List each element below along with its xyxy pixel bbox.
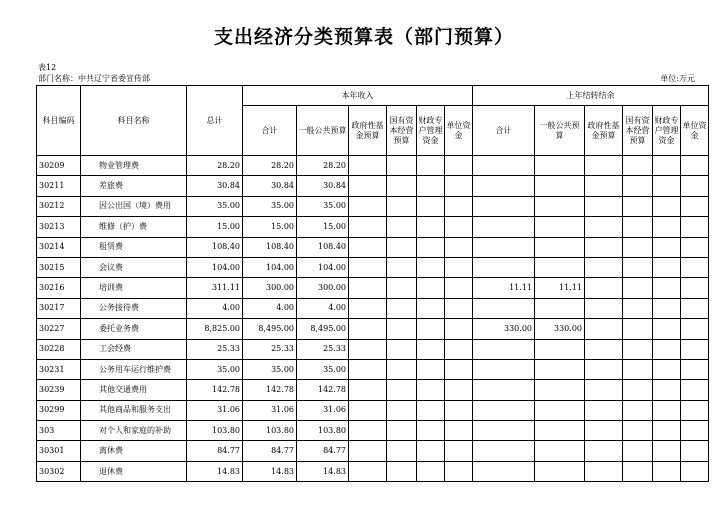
cell-empty [417,278,445,298]
header-name: 科目名称 [81,86,187,156]
cell-pc-total [473,196,535,216]
cell-code: 303 [37,421,81,441]
cell-empty [445,421,473,441]
cell-ci-general: 103.80 [297,421,349,441]
cell-empty [387,237,417,257]
cell-empty [387,156,417,176]
cell-name: 工会经费 [81,339,187,359]
cell-empty [585,380,623,400]
cell-pc-total [473,339,535,359]
cell-pc-general [535,196,585,216]
table-row [37,339,709,359]
cell-empty [623,319,653,339]
cell-code: 30211 [37,176,81,196]
cell-empty [387,380,417,400]
header-ci-state-capital: 国有资本经营预算 [387,106,417,156]
table-body [37,156,709,482]
cell-total: 14.83 [187,461,243,481]
cell-pc-general [535,298,585,318]
cell-empty [445,196,473,216]
cell-ci-general: 8,495.00 [297,319,349,339]
cell-empty [387,217,417,237]
cell-pc-total [473,237,535,257]
cell-empty [445,237,473,257]
cell-name: 委托业务费 [81,319,187,339]
cell-empty [681,339,709,359]
cell-empty [623,278,653,298]
cell-ci-total: 31.06 [243,400,297,420]
cell-empty [653,196,681,216]
cell-name: 因公出国（境）费用 [81,196,187,216]
cell-code: 30217 [37,298,81,318]
cell-empty [349,461,387,481]
cell-empty [417,237,445,257]
cell-empty [623,380,653,400]
cell-empty [387,339,417,359]
cell-ci-total: 28.20 [243,156,297,176]
cell-empty [653,339,681,359]
cell-empty [653,298,681,318]
cell-name: 租赁费 [81,237,187,257]
cell-ci-general: 31.06 [297,400,349,420]
cell-empty [349,339,387,359]
table-number: 表12 [38,63,57,72]
table-row [37,156,709,176]
cell-total: 142.78 [187,380,243,400]
header-total: 总计 [187,86,243,156]
header-current-income: 本年收入 [243,86,473,106]
cell-ci-general: 4.00 [297,298,349,318]
cell-ci-general: 14.83 [297,461,349,481]
cell-total: 31.06 [187,400,243,420]
cell-empty [387,461,417,481]
table-row [37,176,709,196]
cell-name: 其他商品和服务支出 [81,400,187,420]
cell-ci-general: 84.77 [297,441,349,461]
cell-name: 维修（护）费 [81,217,187,237]
cell-ci-total: 142.78 [243,380,297,400]
cell-empty [585,400,623,420]
cell-pc-total [473,441,535,461]
cell-ci-general: 300.00 [297,278,349,298]
cell-empty [387,421,417,441]
table-row [37,400,709,420]
cell-code: 30302 [37,461,81,481]
cell-empty [417,156,445,176]
cell-empty [417,421,445,441]
cell-empty [445,319,473,339]
cell-name: 会议费 [81,257,187,277]
cell-ci-total: 35.00 [243,359,297,379]
cell-code: 30213 [37,217,81,237]
cell-empty [623,421,653,441]
cell-total: 104.00 [187,257,243,277]
header-ci-subtotal: 合计 [243,106,297,156]
cell-code: 30212 [37,196,81,216]
cell-pc-total [473,176,535,196]
cell-empty [417,400,445,420]
cell-empty [681,461,709,481]
cell-empty [417,339,445,359]
cell-empty [681,441,709,461]
cell-total: 35.00 [187,359,243,379]
cell-empty [681,196,709,216]
cell-code: 30301 [37,441,81,461]
cell-empty [417,319,445,339]
cell-empty [585,319,623,339]
cell-pc-general [535,441,585,461]
cell-total: 8,825.00 [187,319,243,339]
cell-empty [387,298,417,318]
cell-empty [445,156,473,176]
cell-empty [417,461,445,481]
cell-pc-total [473,461,535,481]
header-pc-gov-fund: 政府性基金预算 [585,106,623,156]
table-row [37,217,709,237]
cell-empty [445,217,473,237]
cell-ci-general: 25.33 [297,339,349,359]
cell-pc-total [473,380,535,400]
cell-empty [653,380,681,400]
cell-empty [681,176,709,196]
cell-pc-total [473,257,535,277]
table-row [37,359,709,379]
cell-empty [623,461,653,481]
cell-pc-general: 330.00 [535,319,585,339]
header-pc-general: 一般公共预算 [535,106,585,156]
cell-name: 其他交通费用 [81,380,187,400]
cell-empty [681,217,709,237]
cell-empty [417,257,445,277]
cell-total: 15.00 [187,217,243,237]
cell-code: 30215 [37,257,81,277]
cell-empty [387,359,417,379]
cell-empty [681,380,709,400]
cell-empty [653,359,681,379]
cell-empty [623,156,653,176]
cell-empty [623,257,653,277]
cell-empty [349,156,387,176]
cell-empty [653,156,681,176]
header-pc-subtotal: 合计 [473,106,535,156]
cell-pc-total [473,217,535,237]
cell-empty [681,257,709,277]
cell-empty [623,196,653,216]
cell-empty [585,441,623,461]
cell-ci-total: 14.83 [243,461,297,481]
cell-empty [585,339,623,359]
cell-pc-general [535,461,585,481]
cell-empty [349,380,387,400]
cell-empty [445,400,473,420]
cell-empty [681,298,709,318]
cell-ci-total: 4.00 [243,298,297,318]
cell-empty [681,156,709,176]
cell-ci-general: 108.40 [297,237,349,257]
header-prev-carryover: 上年结转结余 [473,86,709,106]
cell-total: 4.00 [187,298,243,318]
cell-name: 差旅费 [81,176,187,196]
table-row [37,421,709,441]
cell-empty [623,400,653,420]
cell-pc-total [473,359,535,379]
cell-empty [653,278,681,298]
table-row [37,461,709,481]
cell-empty [387,441,417,461]
cell-total: 30.84 [187,176,243,196]
cell-ci-general: 104.00 [297,257,349,277]
cell-pc-general [535,237,585,257]
cell-empty [349,196,387,216]
cell-empty [417,359,445,379]
cell-empty [445,359,473,379]
cell-empty [681,421,709,441]
cell-name: 物业管理费 [81,156,187,176]
cell-empty [623,217,653,237]
cell-empty [585,176,623,196]
table-row [37,237,709,257]
cell-pc-general [535,257,585,277]
header-ci-fiscal-special: 财政专户管理资金 [417,106,445,156]
budget-table [36,85,709,482]
cell-empty [417,176,445,196]
cell-ci-general: 28.20 [297,156,349,176]
cell-empty [623,176,653,196]
cell-total: 28.20 [187,156,243,176]
cell-empty [387,400,417,420]
cell-ci-total: 104.00 [243,257,297,277]
cell-empty [349,257,387,277]
cell-empty [681,359,709,379]
cell-empty [445,461,473,481]
cell-empty [417,298,445,318]
department-name: 部门名称：中共辽宁省委宣传部 [38,74,150,83]
cell-ci-total: 25.33 [243,339,297,359]
cell-code: 30216 [37,278,81,298]
unit-label: 单位:万元 [660,74,695,83]
cell-empty [445,176,473,196]
table-row [37,196,709,216]
cell-empty [653,257,681,277]
cell-empty [585,196,623,216]
cell-empty [585,278,623,298]
cell-pc-general [535,380,585,400]
cell-total: 103.80 [187,421,243,441]
cell-ci-total: 108.40 [243,237,297,257]
cell-ci-total: 30.84 [243,176,297,196]
cell-pc-general [535,400,585,420]
cell-total: 25.33 [187,339,243,359]
cell-pc-total: 11.11 [473,278,535,298]
header-ci-general: 一般公共预算 [297,106,349,156]
cell-empty [585,461,623,481]
cell-ci-total: 8,495.00 [243,319,297,339]
cell-empty [349,278,387,298]
cell-code: 30227 [37,319,81,339]
cell-total: 84.77 [187,441,243,461]
cell-empty [349,176,387,196]
cell-empty [445,339,473,359]
table-header [37,86,709,156]
table-row [37,278,709,298]
cell-empty [387,257,417,277]
cell-code: 30209 [37,156,81,176]
cell-ci-general: 35.00 [297,196,349,216]
cell-empty [585,257,623,277]
cell-empty [387,196,417,216]
cell-empty [417,380,445,400]
cell-empty [623,339,653,359]
header-ci-gov-fund: 政府性基金预算 [349,106,387,156]
cell-name: 对个人和家庭的补助 [81,421,187,441]
cell-empty [387,319,417,339]
cell-code: 30299 [37,400,81,420]
cell-empty [585,421,623,441]
cell-empty [349,421,387,441]
cell-empty [653,441,681,461]
page-title: 支出经济分类预算表（部门预算） [213,26,514,48]
cell-empty [585,156,623,176]
cell-empty [653,319,681,339]
cell-empty [623,298,653,318]
cell-pc-general [535,156,585,176]
cell-empty [417,441,445,461]
cell-empty [585,298,623,318]
cell-name: 退休费 [81,461,187,481]
cell-ci-general: 15.00 [297,217,349,237]
cell-pc-total [473,400,535,420]
cell-empty [585,237,623,257]
cell-pc-general: 11.11 [535,278,585,298]
cell-name: 公务用车运行维护费 [81,359,187,379]
header-pc-fiscal-special: 财政专户管理资金 [653,106,681,156]
cell-ci-general: 35.00 [297,359,349,379]
cell-pc-general [535,359,585,379]
cell-empty [653,461,681,481]
cell-empty [653,176,681,196]
header-code: 科目编码 [37,86,81,156]
cell-empty [445,441,473,461]
cell-ci-total: 15.00 [243,217,297,237]
cell-empty [387,278,417,298]
cell-ci-general: 30.84 [297,176,349,196]
cell-empty [623,237,653,257]
cell-empty [653,400,681,420]
cell-empty [585,217,623,237]
cell-ci-general: 142.78 [297,380,349,400]
cell-empty [681,319,709,339]
cell-pc-general [535,339,585,359]
cell-empty [417,196,445,216]
cell-empty [653,237,681,257]
cell-total: 35.00 [187,196,243,216]
cell-ci-total: 300.00 [243,278,297,298]
cell-empty [417,217,445,237]
cell-empty [681,400,709,420]
cell-empty [349,319,387,339]
cell-total: 311.11 [187,278,243,298]
cell-empty [445,298,473,318]
cell-code: 30214 [37,237,81,257]
cell-empty [681,237,709,257]
cell-pc-general [535,217,585,237]
table-row [37,298,709,318]
cell-empty [681,278,709,298]
table-row [37,257,709,277]
cell-empty [653,217,681,237]
cell-empty [349,359,387,379]
cell-name: 离休费 [81,441,187,461]
cell-empty [623,441,653,461]
cell-empty [349,298,387,318]
header-pc-unit-fund: 单位资金 [681,106,709,156]
cell-empty [445,278,473,298]
cell-code: 30239 [37,380,81,400]
cell-ci-total: 35.00 [243,196,297,216]
cell-pc-total [473,156,535,176]
cell-ci-total: 84.77 [243,441,297,461]
table-row [37,319,709,339]
cell-empty [445,380,473,400]
table-row [37,380,709,400]
cell-pc-general [535,421,585,441]
header-pc-state-capital: 国有资本经营预算 [623,106,653,156]
cell-pc-total [473,421,535,441]
cell-empty [445,257,473,277]
cell-ci-total: 103.80 [243,421,297,441]
header-ci-unit-fund: 单位资金 [445,106,473,156]
cell-empty [349,400,387,420]
cell-empty [585,359,623,379]
cell-empty [653,421,681,441]
cell-code: 30231 [37,359,81,379]
cell-code: 30228 [37,339,81,359]
cell-empty [349,237,387,257]
cell-empty [623,359,653,379]
cell-name: 培训费 [81,278,187,298]
cell-empty [349,217,387,237]
cell-name: 公务接待费 [81,298,187,318]
cell-pc-total [473,298,535,318]
table-row [37,441,709,461]
cell-total: 108.40 [187,237,243,257]
cell-pc-total: 330.00 [473,319,535,339]
cell-pc-general [535,176,585,196]
cell-empty [387,176,417,196]
cell-empty [349,441,387,461]
